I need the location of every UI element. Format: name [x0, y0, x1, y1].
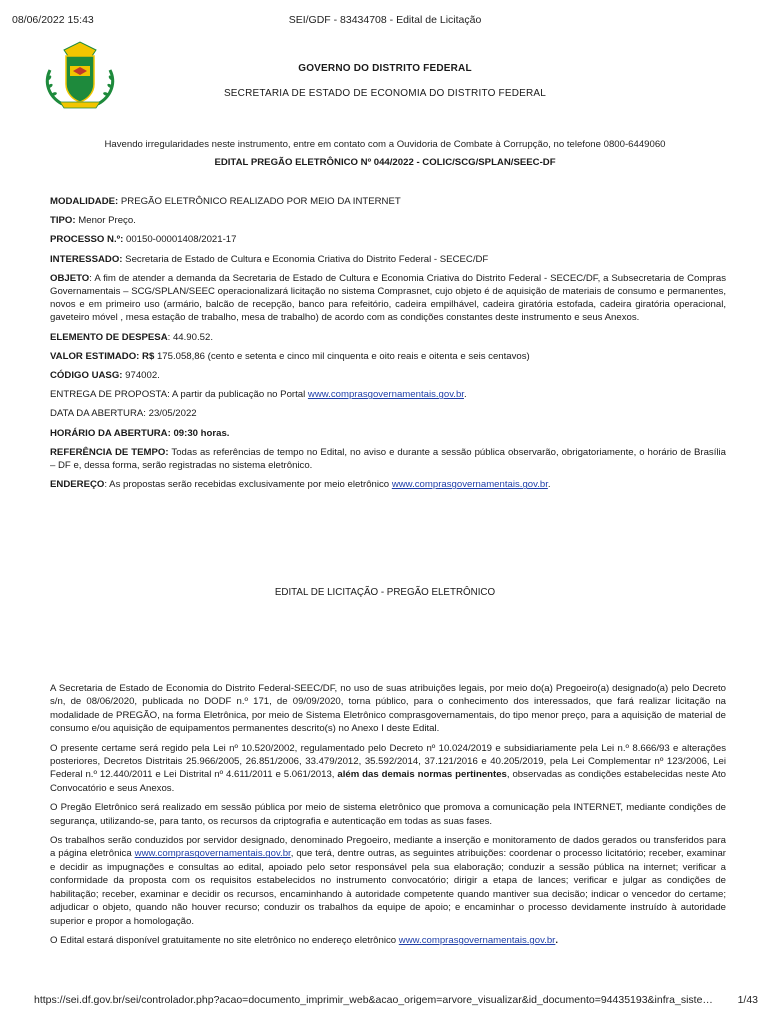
field-interessado: INTERESSADO: Secretaria de Estado de Cultura e Economia Criativa do Distrito Federal - SECEC/DF	[50, 253, 489, 265]
body-paragraph: A Secretaria de Estado de Economia do Distrito Federal-SEEC/DF, no uso de suas atribuições legais, por meio do(a) Pregoeiro(a) designado(a) pelo Decreto s/n, de 08/06/2020, publicada no DODF n.º 171, de 09/09/2020, torna público, para o conhecimento dos interessados, que fará realizar licitação na modalidade de PREGÃO, na forma Eletrônica, por meio de Sistema Eletrônico comprasgovernamentais, do tipo menor preço, para a aquisição de material de consumo e/ou aquisição de equipamentos permanentes descrito(s) no Anexo I deste Edital.	[50, 683, 726, 735]
edital-title: EDITAL PREGÃO ELETRÔNICO Nº 044/2022 - COLIC/SCG/SPLAN/SEEC-DF	[214, 157, 556, 168]
print-url: https://sei.df.gov.br/sei/controlador.php?acao=documento_imprimir_web&acao_origem=arvore_visualizar&id_documento=94435193&infra_siste…	[34, 994, 713, 1006]
print-footer	[0, 994, 770, 1010]
field-entrega-proposta: ENTREGA DE PROPOSTA: A partir da publicação no Portal www.comprasgovernamentais.gov.br.	[50, 389, 467, 401]
edital-summary	[50, 195, 726, 497]
field-data-abertura: DATA DA ABERTURA: 23/05/2022	[50, 408, 197, 420]
comprasnet-link[interactable]: www.comprasgovernamentais.gov.br	[391, 479, 548, 491]
secretariat-title: SECRETARIA DE ESTADO DE ECONOMIA DO DISTRITO FEDERAL	[223, 88, 547, 99]
comprasnet-link[interactable]: www.comprasgovernamentais.gov.br	[307, 389, 464, 401]
body-paragraph: O Pregão Eletrônico será realizado em sessão pública por meio de sistema eletrônico que promova a comunicação pela INTERNET, mediante condições de segurança, utilizando-se, para tanto, os recursos da criptografia e autenticação em todas as suas fases.	[50, 802, 726, 827]
comprasnet-link[interactable]: www.comprasgovernamentais.gov.br	[398, 934, 556, 946]
page-number: 1/43	[737, 994, 758, 1006]
field-valor-estimado: VALOR ESTIMADO: R$ 175.058,86 (cento e setenta e cinco mil cinquenta e oito reais e oitenta e seis centavos)	[50, 350, 530, 362]
body-paragraph: Os trabalhos serão conduzidos por servidor designado, denominado Pregoeiro, mediante a inserção e monitoramento de dados gerados ou transferidos para a página eletrônica www.comprasgovernamentais.gov.br, que terá, dentre outras, as seguintes atribuições: coordenar o processo licitatório; receber, examinar e decidir as impugnações e consultas ao edital, apoiado pelo setor responsável pela sua elaboração; conduzir a sessão pública na internet; verificar a conformidade da proposta com os requisitos estabelecidos no instrumento convocatório; dirigir a etapa de lances; verificar e julgar as condições de habilitação; receber, examinar e decidir os recursos, encaminhando à autoridade competente quando mantiver sua decisão; indicar o vencedor do certame; adjudicar o objeto, quando não houver recurso; conduzir os trabalhos da equipe de apoio; e encaminhar o processo devidamente instruído à autoridade superior e propor a homologação.	[50, 835, 726, 927]
field-objeto: OBJETO: A fim de atender a demanda da Secretaria de Estado de Cultura e Economia Criativa do Distrito Federal - SECEC/DF, a Subsecretaria de Compras Governamentais – SCG/SPLAN/SEEC operacionalizará licitação no sistema Comprasnet, cujo objeto é de aquisição de materiais de consumo e permanentes, novos e em primeiro uso (armário, balcão de recepção, banco para refeitório, cadeira empilhável, cadeira giratória estofada, cadeira giratória operacional, gaveteiro móvel , mesa estação de trabalho, mesa de trabalho) de acordo com as condições constantes deste instrumento e seus Anexos.	[50, 272, 726, 324]
field-codigo-uasg: CÓDIGO UASG: 974002.	[50, 370, 160, 382]
body-paragraph: O Edital estará disponível gratuitamente no site eletrônico no endereço eletrônico www.comprasgovernamentais.gov.br.	[50, 934, 559, 946]
government-title: GOVERNO DO DISTRITO FEDERAL	[298, 63, 472, 74]
edital-body	[50, 682, 726, 953]
field-elemento-despesa: ELEMENTO DE DESPESA: 44.90.52.	[50, 331, 213, 343]
field-modalidade: MODALIDADE: PREGÃO ELETRÔNICO REALIZADO POR MEIO DA INTERNET	[50, 196, 401, 207]
print-date: 08/06/2022 15:43	[12, 14, 94, 26]
comprasnet-link[interactable]: www.comprasgovernamentais.gov.br	[134, 848, 291, 860]
ombudsman-notice: Havendo irregularidades neste instrumento, entre em contato com a Ouvidoria de Combate à Corrupção, no telefone 0800-6449060	[104, 139, 666, 150]
field-tipo: TIPO: Menor Preço.	[50, 215, 136, 227]
field-endereco: ENDEREÇO: As propostas serão recebidas exclusivamente por meio eletrônico www.comprasgovernamentais.gov.br.	[50, 479, 551, 491]
body-paragraph: O presente certame será regido pela Lei nº 10.520/2002, regulamentado pelo Decreto nº 10.024/2019 e subsidiariamente pela Lei n.º 8.666/93 e alterações posteriores, Decretos Distritais 25.966/2005, 26.851/2006, 33.479/2012, 35.592/2014, 37.121/2016 e 40.205/2019, pela Lei Complementar nº 123/2006, Lei Federal n.º 12.440/2011 e Lei Distrital nº 4.611/2011 e 5.061/2013, além das demais normas pertinentes, observadas as condições estabelecidas neste Ato Convocatório e seus Anexos.	[50, 742, 726, 794]
field-processo: PROCESSO N.º: 00150-00001408/2021-17	[50, 234, 237, 246]
section-title: EDITAL DE LICITAÇÃO - PREGÃO ELETRÔNICO	[274, 587, 496, 598]
field-referencia-tempo: REFERÊNCIA DE TEMPO: Todas as referências de tempo no Edital, no aviso e durante a sessão pública observarão, obrigatoriamente, o horário de Brasília – DF e, dessa forma, serão registradas no sistema eletrônico.	[50, 446, 726, 472]
print-header	[0, 14, 770, 30]
field-horario-abertura: HORÁRIO DA ABERTURA: 09:30 horas.	[50, 427, 230, 439]
gdf-coat-of-arms-icon	[40, 40, 120, 112]
print-title: SEI/GDF - 83434708 - Edital de Licitação	[288, 14, 482, 26]
